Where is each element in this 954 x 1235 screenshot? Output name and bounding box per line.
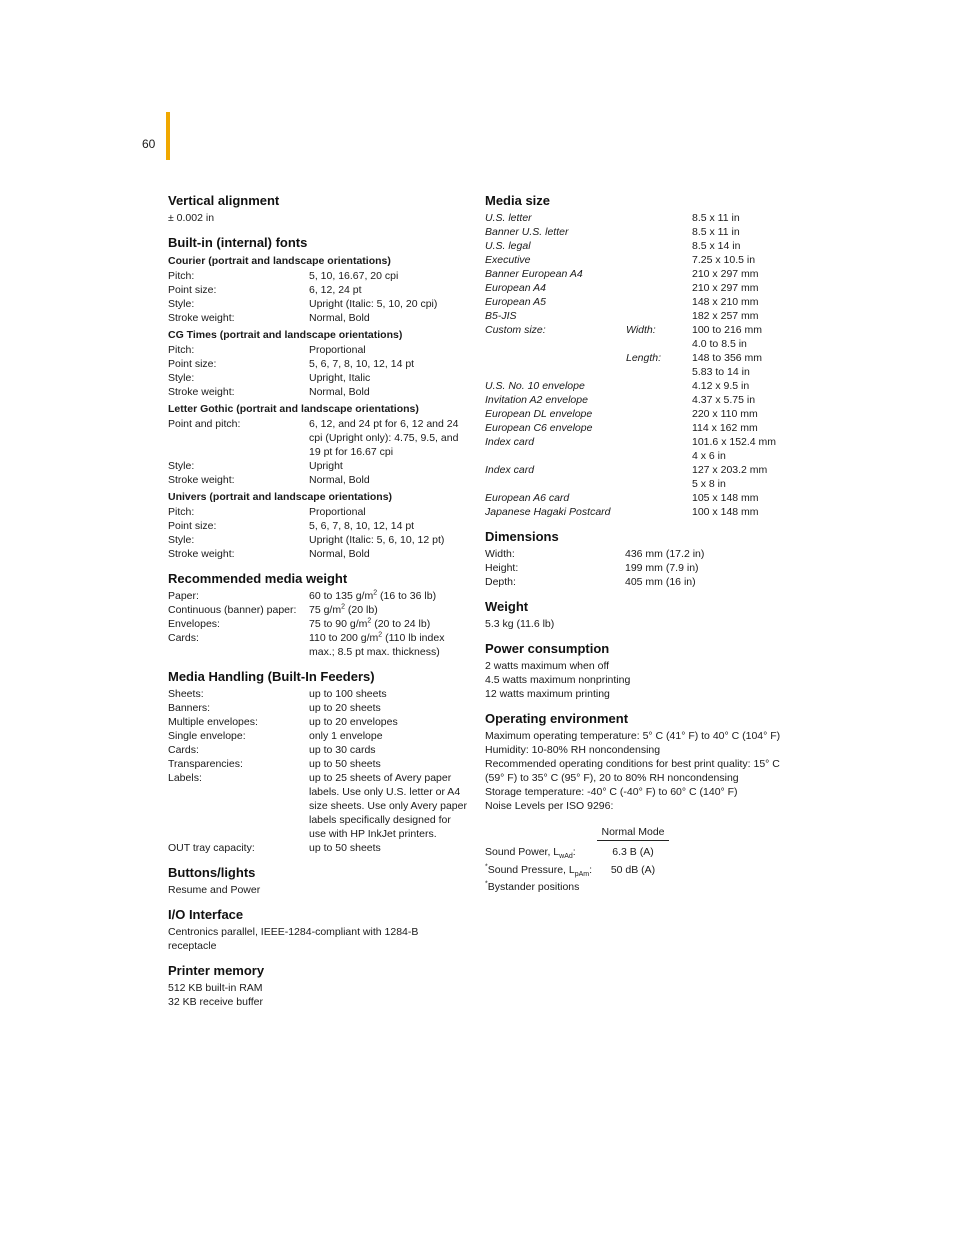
noise-label: *Sound Pressure, $L_{pAm}$: [485,863,593,879]
media-size-value: 100 to 216 mm [692,324,763,336]
spec-row [168,617,468,631]
spec-value: Upright, Italic [309,372,371,384]
media-name: European C6 envelope [485,422,593,434]
spec-value: up to 50 sheets [309,842,381,854]
spec-value: Upright (Italic: 5, 6, 10, 12 pt) [309,534,445,546]
section-text: 5.3 kg (11.6 lb) [485,618,555,630]
right-column [485,193,785,904]
spec-label: Cards: [168,744,199,756]
media-size-value: 5.83 to 14 in [692,366,750,378]
media-size-value: 8.5 x 11 in [692,212,740,224]
noise-footnote: *Bystander positions [485,880,580,893]
spec-label: Stroke weight: [168,548,235,560]
media-size-row [485,281,785,295]
power-line: 4.5 watts maximum nonprinting [485,674,631,686]
media-size-value: 148 to 356 mm [692,352,763,364]
spec-label: Banners: [168,702,211,714]
media-size-row [485,295,785,309]
media-weight-section [168,571,468,659]
spec-row [168,701,468,715]
dimensions-section [485,529,785,589]
section-title: Built-in (internal) fonts [168,235,308,250]
media-size-row [485,211,785,225]
media-name [485,337,626,351]
value-part: 75 g/m [309,604,342,616]
media-dimension-label [626,295,692,309]
spec-row [168,743,468,757]
section-title: Buttons/lights [168,865,256,880]
spec-value: up to 20 envelopes [309,716,398,728]
spec-label: Style: [168,534,195,546]
spec-value: 5, 6, 7, 8, 10, 12, 14 pt [309,520,415,532]
media-name: European A4 [485,282,546,294]
section-text: Centronics parallel, IEEE-1284-compliant with 1284-B receptacle [168,926,419,952]
io-interface-section [168,907,468,953]
media-dimension-label [626,253,692,267]
media-size-value: 4 x 6 in [692,450,726,462]
media-size-value: 8.5 x 14 in [692,240,741,252]
environment-line: Maximum operating temperature: 5° C (41° F) to 40° C (104° F) [485,730,781,742]
media-size-value: 100 x 148 mm [692,506,759,518]
spec-label: Point size: [168,284,217,296]
power-line: 2 watts maximum when off [485,660,610,672]
printer-memory-section [168,963,468,1009]
spec-row [168,505,468,519]
media-size-value: 114 x 162 mm [692,422,758,434]
spec-row [168,343,468,357]
spec-row [168,385,468,399]
media-name: Japanese Hagaki Postcard [485,506,611,518]
noise-row [485,845,785,859]
noise-table [485,827,785,894]
spec-value [309,603,468,617]
section-title: Recommended media weight [168,571,348,586]
section-title: Printer memory [168,963,265,978]
environment-line: Noise Levels per ISO 9296: [485,800,614,812]
section-title: Operating environment [485,711,629,726]
media-name: European A5 [485,296,546,308]
dimension-row [485,561,785,575]
spec-value: up to 20 sheets [309,702,381,714]
spec-label: Sheets: [168,688,204,700]
spec-row [168,729,468,743]
section-title: Power consumption [485,641,610,656]
spec-row [168,771,468,841]
spec-value [309,617,468,631]
media-size-value: 4.0 to 8.5 in [692,338,747,350]
left-column [168,193,468,1019]
environment-line: Storage temperature: -40° C (-40° F) to 60° C (140° F) [485,786,738,798]
media-name: Index card [485,464,535,476]
media-dimension-label: Width: [626,324,656,336]
media-size-section [485,193,785,519]
fonts-section [168,235,468,561]
media-dimension-label [626,407,692,421]
spec-label: Stroke weight: [168,386,235,398]
value-part: (20 lb) [345,604,378,616]
value-part: 75 to 90 g/m [309,618,368,630]
media-name [485,477,626,491]
noise-row [485,863,785,877]
spec-value: Proportional [309,506,366,518]
media-dimension-label [626,239,692,253]
spec-value: Upright (Italic: 5, 10, 20 cpi) [309,298,438,310]
media-dimension-label [626,379,692,393]
media-size-value: 4.37 x 5.75 in [692,394,756,406]
spec-label: Pitch: [168,506,195,518]
page-number: 60 [142,137,156,151]
dimension-value: 405 mm (16 in) [625,576,696,588]
media-dimension-label [626,463,692,477]
spec-label: Cards: [168,632,199,644]
font-group-title: Courier (portrait and landscape orientations) [168,255,391,267]
spec-value: up to 100 sheets [309,688,387,700]
spec-row [168,589,468,603]
spec-label: Style: [168,460,195,472]
section-text: Resume and Power [168,884,261,896]
spec-row [168,603,468,617]
media-size-row [485,393,785,407]
media-dimension-label [626,211,692,225]
media-dimension-label [626,337,692,351]
media-dimension-label [626,309,692,323]
spec-row [168,417,468,459]
spec-row [168,519,468,533]
operating-environment-section [485,711,785,894]
media-size-row [485,435,785,449]
spec-value [309,631,468,659]
spec-row [168,715,468,729]
media-size-row [485,379,785,393]
spec-value: Normal, Bold [309,474,370,486]
buttons-lights-section [168,865,468,897]
spec-label: Multiple envelopes: [168,716,258,728]
spec-label: Stroke weight: [168,474,235,486]
spec-row [168,533,468,547]
section-title: I/O Interface [168,907,244,922]
noise-value: 50 dB (A) [610,864,656,876]
noise-label: Sound Power, $L_{wAd}$: [485,846,576,861]
spec-value: only 1 envelope [309,730,383,742]
media-size-row [485,225,785,239]
memory-line: 512 KB built-in RAM [168,982,263,994]
media-name: U.S. letter [485,212,532,224]
media-name [485,449,626,463]
media-size-value: 210 x 297 mm [692,268,759,280]
environment-line: Recommended operating conditions for best print quality: 15° C (59° F) to 35° C (95° F), 20 to 80% RH noncondensing [485,758,780,784]
spec-row [168,357,468,371]
media-size-row [485,253,785,267]
value-part: 60 to 135 g/m [309,590,374,602]
media-size-row [485,505,785,519]
dimension-value: 436 mm (17.2 in) [625,548,705,560]
media-size-value: 127 x 203.2 mm [692,464,768,476]
media-dimension-label [626,393,692,407]
spec-row [168,687,468,701]
media-size-value: 8.5 x 11 in [692,226,740,238]
spec-label: Style: [168,298,195,310]
spec-value: up to 25 sheets of Avery paper labels. Use only U.S. letter or A4 size sheets. Use only Avery paper labels specifically designed for use with HP InkJet printers. [309,772,467,840]
spec-row [168,459,468,473]
environment-line: Humidity: 10-80% RH noncondensing [485,744,661,756]
media-size-row [485,239,785,253]
spec-row [168,757,468,771]
spec-label: OUT tray capacity: [168,842,255,854]
spec-value: 5, 6, 7, 8, 10, 12, 14 pt [309,358,415,370]
spec-label: Envelopes: [168,618,220,630]
media-name: Banner European A4 [485,268,583,280]
power-consumption-section [485,641,785,701]
font-group-title: CG Times (portrait and landscape orientations) [168,329,403,341]
section-text: ± 0.002 in [168,212,215,224]
spec-label: Labels: [168,772,202,784]
spec-value: Normal, Bold [309,386,370,398]
noise-value: 6.3 B (A) [612,846,654,858]
media-name: European A6 card [485,492,570,504]
spec-row [168,547,468,561]
spec-row [168,841,468,855]
media-size-value: 7.25 x 10.5 in [692,254,756,266]
media-size-value: 220 x 110 mm [692,408,758,420]
media-size-row [485,463,785,477]
media-size-row [485,337,785,351]
font-group-title: Letter Gothic (portrait and landscape orientations) [168,403,419,415]
media-size-row [485,491,785,505]
section-title: Media Handling (Built-In Feeders) [168,669,375,684]
spec-label: Transparencies: [168,758,243,770]
section-title: Weight [485,599,529,614]
spec-label: Paper: [168,590,199,602]
media-size-value: 5 x 8 in [692,478,726,490]
media-name [485,365,626,379]
spec-label: Point size: [168,358,217,370]
superscript: 2 [341,603,346,611]
spec-row [168,269,468,283]
spec-value [309,589,468,603]
spec-row [168,297,468,311]
media-name: B5-JIS [485,310,517,322]
spec-value: up to 30 cards [309,744,376,756]
spec-label: Point and pitch: [168,418,241,430]
media-dimension-label [626,435,692,449]
media-dimension-label [626,225,692,239]
media-dimension-label [626,505,692,519]
dimension-value: 199 mm (7.9 in) [625,562,699,574]
spec-value: up to 50 sheets [309,758,381,770]
media-dimension-label [626,449,692,463]
media-size-value: 105 x 148 mm [692,492,759,504]
media-name [485,351,626,365]
spec-value: Normal, Bold [309,312,370,324]
dimension-label: Width: [485,548,515,560]
spec-value: Proportional [309,344,366,356]
spec-label: Continuous (banner) paper: [168,604,297,616]
spec-label: Pitch: [168,344,195,356]
spec-row [168,631,468,659]
media-size-row [485,407,785,421]
media-name: Index card [485,436,535,448]
media-handling-section [168,669,468,855]
superscript: 2 [378,631,383,639]
dimension-label: Height: [485,562,519,574]
section-title: Media size [485,193,551,208]
superscript: 2 [367,617,372,625]
memory-line: 32 KB receive buffer [168,996,263,1008]
media-size-row [485,267,785,281]
media-size-row [485,421,785,435]
vertical-alignment-section [168,193,468,225]
page-accent-bar [166,112,170,160]
weight-section [485,599,785,631]
media-dimension-label [626,491,692,505]
power-line: 12 watts maximum printing [485,688,610,700]
media-size-row [485,449,785,463]
font-group-title: Univers (portrait and landscape orientations) [168,491,393,503]
section-title: Vertical alignment [168,193,280,208]
spec-value: Normal, Bold [309,548,370,560]
spec-value: 6, 12, 24 pt [309,284,362,296]
media-size-row [485,365,785,379]
media-name: European DL envelope [485,408,593,420]
media-dimension-label [626,365,692,379]
media-name: U.S. No. 10 envelope [485,380,585,392]
spec-value: 5, 10, 16.67, 20 cpi [309,270,399,282]
spec-label: Style: [168,372,195,384]
media-size-value: 148 x 210 mm [692,296,759,308]
spec-label: Point size: [168,520,217,532]
dimension-label: Depth: [485,576,516,588]
media-name: Banner U.S. letter [485,226,569,238]
value-part: (20 to 24 lb) [371,618,431,630]
spec-label: Pitch: [168,270,195,282]
media-size-row [485,309,785,323]
media-dimension-label [626,477,692,491]
media-size-row [485,323,785,337]
spec-row [168,311,468,325]
media-size-row [485,351,785,365]
media-name: Executive [485,254,531,266]
superscript: 2 [373,589,378,597]
spec-value: Upright [309,460,343,472]
media-name: Custom size: [485,324,546,336]
media-dimension-label [626,267,692,281]
spec-row [168,473,468,487]
spec-label: Single envelope: [168,730,246,742]
noise-header: Normal Mode [597,827,669,841]
dimension-row [485,547,785,561]
spec-label: Stroke weight: [168,312,235,324]
value-part: (110 lb index max.; 8.5 pt max. thickness) [309,632,445,658]
media-size-value: 4.12 x 9.5 in [692,380,750,392]
spec-row [168,371,468,385]
value-part: 110 to 200 g/m [309,632,379,644]
spec-row [168,283,468,297]
media-dimension-label [626,421,692,435]
media-size-row [485,477,785,491]
section-title: Dimensions [485,529,559,544]
spec-value: 6, 12, and 24 pt for 6, 12 and 24 cpi (Upright only): 4.75, 9.5, and 19 pt for 16.67 cpi [309,418,459,458]
value-part: (16 to 36 lb) [377,590,437,602]
media-size-value: 182 x 257 mm [692,310,759,322]
media-name: Invitation A2 envelope [485,394,588,406]
media-name: U.S. legal [485,240,531,252]
media-size-value: 101.6 x 152.4 mm [692,436,777,448]
media-size-value: 210 x 297 mm [692,282,759,294]
media-dimension-label: Length: [626,352,662,364]
media-dimension-label [626,281,692,295]
dimension-row [485,575,785,589]
